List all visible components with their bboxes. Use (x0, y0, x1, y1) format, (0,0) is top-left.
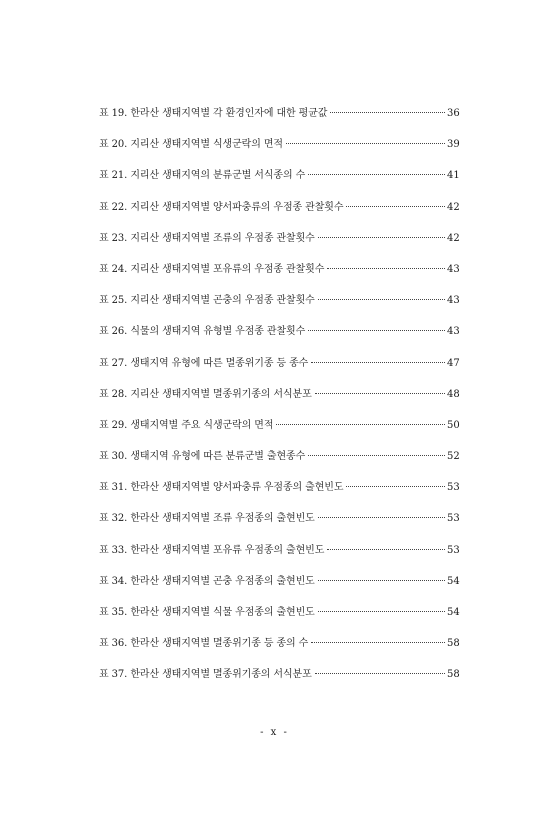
toc-entry-title: 표 26. 식물의 생태지역 유형별 우점종 관찰횟수 (99, 326, 306, 338)
toc-entry-page-number: 41 (447, 170, 460, 182)
toc-entry-title: 표 19. 한라산 생태지역별 각 환경인자에 대한 평균값 (99, 108, 328, 119)
toc-entry-page-number: 47 (447, 357, 460, 369)
dot-leader (311, 362, 445, 363)
toc-entry[interactable] (99, 229, 459, 260)
toc-entry-page-number: 36 (447, 108, 460, 119)
toc-entry-page-number: 50 (447, 419, 460, 431)
toc-entry-page-number: 53 (447, 544, 460, 556)
dot-leader (318, 580, 445, 581)
toc-entry-page-number: 58 (447, 638, 460, 650)
toc-entry[interactable] (99, 260, 459, 291)
toc-entry-title: 표 20. 지리산 생태지역별 식생군락의 면적 (99, 139, 283, 151)
toc-entry[interactable] (99, 198, 459, 229)
toc-entry-page-number: 53 (447, 482, 460, 494)
dot-leader (311, 642, 445, 643)
toc-entry-page-number: 53 (447, 513, 460, 525)
toc-entry-title: 표 22. 지리산 생태지역별 양서파충류의 우점종 관찰횟수 (99, 201, 344, 213)
toc-entry-title: 표 33. 한라산 생태지역별 포유류 우점종의 출현빈도 (99, 544, 325, 556)
toc-entry-page-number: 43 (447, 263, 460, 275)
toc-entry-title: 표 37. 한라산 생태지역별 멸종위기종의 서식분포 (99, 669, 312, 681)
dot-leader (346, 486, 445, 487)
toc-entry-title: 표 24. 지리산 생태지역별 포유류의 우점종 관찰횟수 (99, 263, 325, 275)
dot-leader (315, 393, 445, 394)
toc-entry[interactable] (99, 385, 459, 416)
toc-entry-page-number: 58 (447, 669, 460, 681)
dot-leader (286, 143, 445, 144)
toc-entry-title: 표 31. 한라산 생태지역별 양서파충류 우점종의 출현빈도 (99, 482, 344, 494)
toc-entry-title: 표 32. 한라산 생태지역별 조류 우점종의 출현빈도 (99, 513, 315, 525)
toc-entry[interactable] (99, 135, 459, 166)
dot-leader (308, 455, 445, 456)
toc-entry-title: 표 34. 한라산 생태지역별 곤충 우점종의 출현빈도 (99, 575, 315, 587)
toc-entry[interactable] (99, 634, 459, 665)
toc-entry-page-number: 42 (447, 232, 460, 244)
toc-entry-title: 표 30. 생태지역 유형에 따른 분류군별 출현종수 (99, 451, 306, 463)
toc-entry-page-number: 43 (447, 326, 460, 338)
toc-entry-title: 표 21. 지리산 생태지역의 분류군별 서식종의 수 (99, 170, 306, 182)
toc-entry-page-number: 42 (447, 201, 460, 213)
toc-entry-title: 표 29. 생태지역별 주요 식생군락의 면적 (99, 419, 274, 431)
toc-entry-page-number: 54 (447, 575, 460, 587)
toc-entry[interactable] (99, 447, 459, 478)
toc-entry-title: 표 25. 지리산 생태지역별 곤충의 우점종 관찰횟수 (99, 295, 315, 307)
toc-entry[interactable] (99, 509, 459, 540)
dot-leader (318, 237, 445, 238)
toc-entry[interactable] (99, 665, 459, 696)
dot-leader (318, 611, 445, 612)
dot-leader (318, 517, 445, 518)
toc-entry-title: 표 35. 한라산 생태지역별 식물 우점종의 출현빈도 (99, 607, 315, 618)
toc-entry-page-number: 54 (447, 607, 460, 618)
toc-entry[interactable] (99, 322, 459, 353)
toc-entry-page-number: 39 (447, 139, 460, 151)
toc-entry[interactable] (99, 416, 459, 447)
dot-leader (346, 206, 445, 207)
dot-leader (318, 299, 445, 300)
dot-leader (276, 424, 445, 425)
dot-leader (308, 330, 445, 331)
toc-entry[interactable] (99, 572, 459, 603)
toc-entry[interactable] (99, 104, 459, 135)
dot-leader (327, 549, 445, 550)
toc-entry[interactable] (99, 354, 459, 385)
dot-leader (315, 673, 445, 674)
toc-entry-title: 표 23. 지리산 생태지역별 조류의 우점종 관찰횟수 (99, 232, 315, 244)
toc-entry[interactable] (99, 291, 459, 322)
toc-entry-title: 표 28. 지리산 생태지역별 멸종위기종의 서식분포 (99, 388, 312, 400)
dot-leader (327, 268, 445, 269)
table-of-tables (99, 104, 459, 697)
toc-entry-title: 표 36. 한라산 생태지역별 멸종위기종 등 종의 수 (99, 638, 309, 650)
toc-entry[interactable] (99, 478, 459, 509)
dot-leader (308, 174, 445, 175)
toc-entry-page-number: 48 (447, 388, 460, 400)
toc-entry-page-number: 43 (447, 295, 460, 307)
toc-entry[interactable] (99, 166, 459, 197)
dot-leader (330, 112, 445, 113)
page-number: - x - (260, 727, 289, 738)
toc-entry[interactable] (99, 541, 459, 572)
toc-entry[interactable] (99, 603, 459, 634)
toc-entry-page-number: 52 (447, 451, 460, 463)
toc-entry-title: 표 27. 생태지역 유형에 따른 멸종위기종 등 종수 (99, 357, 309, 369)
